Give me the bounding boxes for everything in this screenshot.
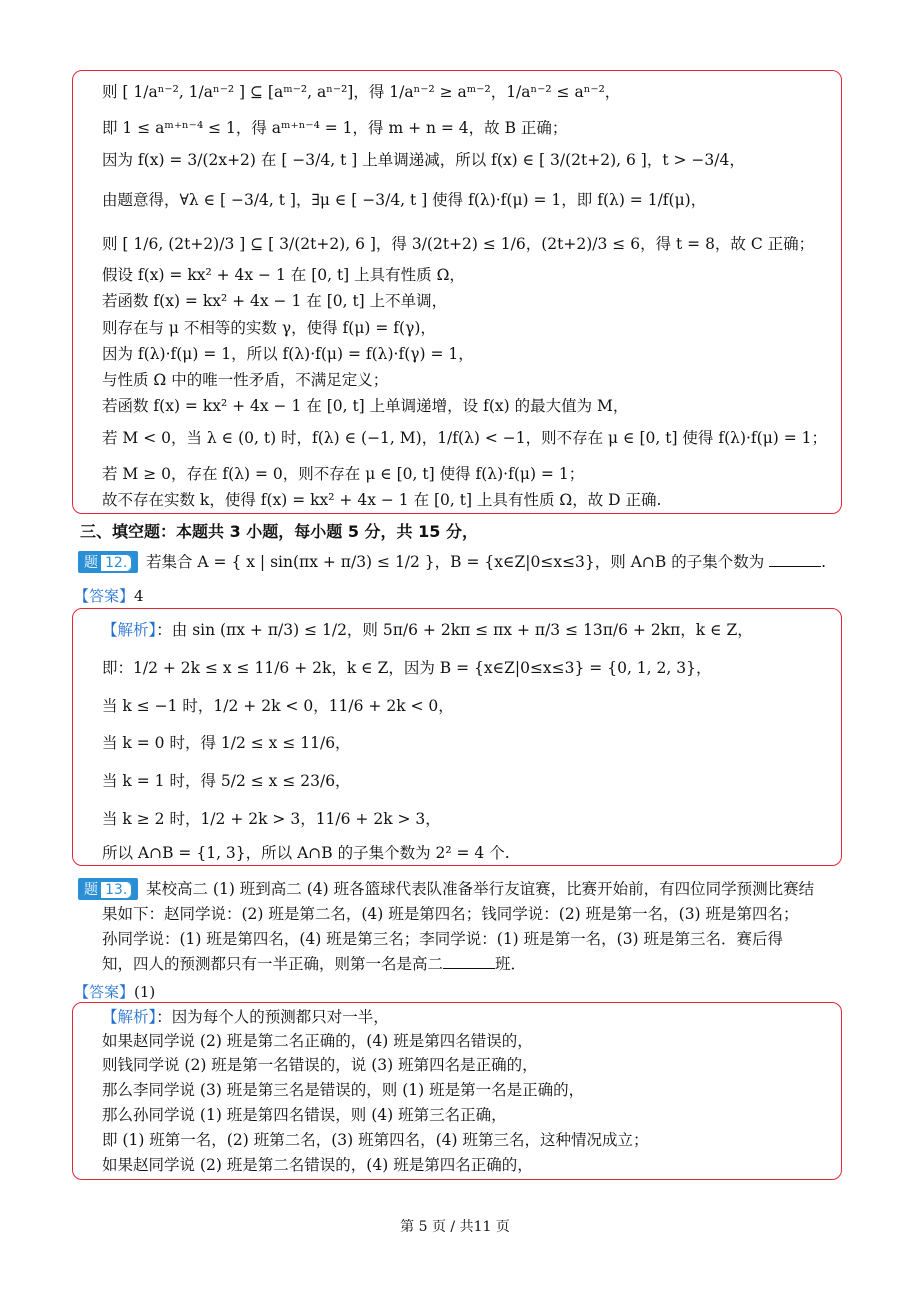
analysis-text: ：因为每个人的预测都只对一半， xyxy=(156,1008,389,1026)
box1-line-2: 即 1 ≤ aᵐ⁺ⁿ⁻⁴ ≤ 1，得 aᵐ⁺ⁿ⁻⁴ = 1，得 m + n = 4，故 B 正确； xyxy=(102,119,568,137)
question-13-line-1: 某校高二 (1) 班到高二 (4) 班各篮球代表队准备举行友谊赛，比赛开始前，有四位同学预测比赛结 xyxy=(146,880,815,898)
box1-line-5: 则 [ 1/6, (2t+2)/3 ] ⊆ [ 3/(2t+2), 6 ]，得 3/(2t+2) ≤ 1/6，(2t+2)/3 ≤ 6，得 t = 8，故 C 正确； xyxy=(102,235,815,253)
box1-line-10: 与性质 Ω 中的唯一性矛盾，不满足定义； xyxy=(102,371,389,389)
q12-analysis-line-4: 当 k = 0 时，得 1/2 ≤ x ≤ 11/6， xyxy=(102,734,351,752)
box1-line-9: 因为 f(λ)·f(μ) = 1，所以 f(λ)·f(μ) = f(λ)·f(γ) = 1， xyxy=(102,345,474,363)
answer-label: 【答案】 xyxy=(74,587,135,605)
q13-analysis-line-3: 则钱同学说 (2) 班是第一名错误的，说 (3) 班第四名是正确的， xyxy=(102,1056,538,1074)
q13-analysis-line-5: 那么孙同学说 (1) 班是第四名错误，则 (4) 班第三名正确， xyxy=(102,1106,507,1124)
q13-analysis-line-2: 如果赵同学说 (2) 班是第二名正确的，(4) 班是第四名错误的， xyxy=(102,1032,533,1050)
q12-analysis-line-3: 当 k ≤ −1 时，1/2 + 2k < 0，11/6 + 2k < 0， xyxy=(102,697,454,715)
question-12-tag xyxy=(78,551,138,573)
question-13-line-4 xyxy=(102,954,526,974)
question-12-answer xyxy=(74,585,144,606)
section-title: 三、填空题：本题共 3 小题，每小题 5 分，共 15 分， xyxy=(80,522,478,541)
box1-line-13: 若 M ≥ 0，存在 f(λ) = 0，则不存在 μ ∈ [0, t] 使得 f(λ)·f(μ) = 1； xyxy=(102,465,585,483)
q13-analysis-line-6: 即 (1) 班第一名，(2) 班第二名，(3) 班第四名，(4) 班第三名，这种情况成立； xyxy=(102,1131,649,1149)
question-13-line-2: 果如下：赵同学说：(2) 班是第二名，(4) 班是第四名；钱同学说：(2) 班是第一名，(3) 班是第四名； xyxy=(102,905,799,923)
answer-value: (1) xyxy=(134,983,156,1001)
analysis-label: 【解析】 xyxy=(102,1008,157,1026)
question-tag-label: 题 xyxy=(84,882,98,898)
question-tag-label: 题 xyxy=(84,555,98,571)
question-13-answer xyxy=(74,981,155,1002)
q13-analysis-line-1 xyxy=(102,1007,389,1027)
question-13-stem-end: 知，四人的预测都只有一半正确，则第一名是高二 xyxy=(102,955,444,973)
answer-value: 4 xyxy=(134,587,144,605)
q12-analysis-line-6: 当 k ≥ 2 时，1/2 + 2k > 3，11/6 + 2k > 3， xyxy=(102,810,441,828)
answer-blank xyxy=(443,954,495,969)
box1-line-3: 因为 f(x) = 3/(2x+2) 在 [ −3/4, t ] 上单调递减，所以 f(x) ∈ [ 3/(2t+2), 6 ]，t > −3/4， xyxy=(102,151,745,169)
q12-analysis-line-2: 即：1/2 + 2k ≤ x ≤ 11/6 + 2k，k ∈ Z，因为 B = {x∈Z|0≤x≤3} = {0, 1, 2, 3}， xyxy=(102,659,712,677)
page-footer: 第 5 页 / 共11 页 xyxy=(400,1219,510,1235)
q12-analysis-line-1 xyxy=(102,620,753,640)
question-13-line-3: 孙同学说：(1) 班是第四名，(4) 班是第三名；李同学说：(1) 班是第一名，(3) 班是第三名．赛后得 xyxy=(102,930,784,948)
box1-line-1: 则 [ 1/aⁿ⁻², 1/aⁿ⁻² ] ⊆ [aᵐ⁻², aⁿ⁻²]，得 1/aⁿ⁻² ≥ aᵐ⁻²，1/aⁿ⁻² ≤ aⁿ⁻²， xyxy=(102,83,621,101)
answer-label: 【答案】 xyxy=(74,983,135,1001)
box1-line-6: 假设 f(x) = kx² + 4x − 1 在 [0, t] 上具有性质 Ω， xyxy=(102,266,465,284)
q12-analysis-line-7: 所以 A∩B = {1, 3}，所以 A∩B 的子集个数为 2² = 4 个. xyxy=(102,844,510,862)
answer-blank xyxy=(769,552,821,567)
analysis-text: ：由 sin (πx + π/3) ≤ 1/2，则 5π/6 + 2kπ ≤ πx + π/3 ≤ 13π/6 + 2kπ，k ∈ Z， xyxy=(156,621,753,639)
question-number: 13. xyxy=(100,881,132,899)
box1-line-8: 则存在与 μ 不相等的实数 γ，使得 f(μ) = f(γ)， xyxy=(102,319,436,337)
box1-line-14: 故不存在实数 k，使得 f(x) = kx² + 4x − 1 在 [0, t] 上具有性质 Ω，故 D 正确. xyxy=(102,491,662,509)
question-number: 12. xyxy=(100,554,132,572)
q13-analysis-line-4: 那么李同学说 (3) 班是第三名是错误的，则 (1) 班是第一名是正确的， xyxy=(102,1081,585,1099)
question-12-text xyxy=(146,552,826,572)
q13-analysis-line-7: 如果赵同学说 (2) 班是第二名错误的，(4) 班是第四名正确的， xyxy=(102,1156,533,1174)
analysis-label: 【解析】 xyxy=(102,621,157,639)
question-13-tag xyxy=(78,878,138,900)
box1-line-12: 若 M < 0，当 λ ∈ (0, t) 时，f(λ) ∈ (−1, M)，1/f(λ) < −1，则不存在 μ ∈ [0, t] 使得 f(λ)·f(μ) = 1； xyxy=(102,429,828,447)
question-12-stem: 若集合 A = { x | sin(πx + π/3) ≤ 1/2 }，B = {x∈Z|0≤x≤3}，则 A∩B 的子集个数为 xyxy=(146,553,765,571)
box1-line-4: 由题意得，∀λ ∈ [ −3/4, t ]，∃μ ∈ [ −3/4, t ] 使得 f(λ)·f(μ) = 1，即 f(λ) = 1/f(μ)， xyxy=(102,191,707,209)
box1-line-11: 若函数 f(x) = kx² + 4x − 1 在 [0, t] 上单调递增，设 f(x) 的最大值为 M， xyxy=(102,397,629,415)
q12-analysis-line-5: 当 k = 1 时，得 5/2 ≤ x ≤ 23/6， xyxy=(102,772,351,790)
question-13-tail: 班． xyxy=(495,955,527,973)
question-12-tail: . xyxy=(821,553,827,571)
box1-line-7: 若函数 f(x) = kx² + 4x − 1 在 [0, t] 上不单调， xyxy=(102,292,448,310)
